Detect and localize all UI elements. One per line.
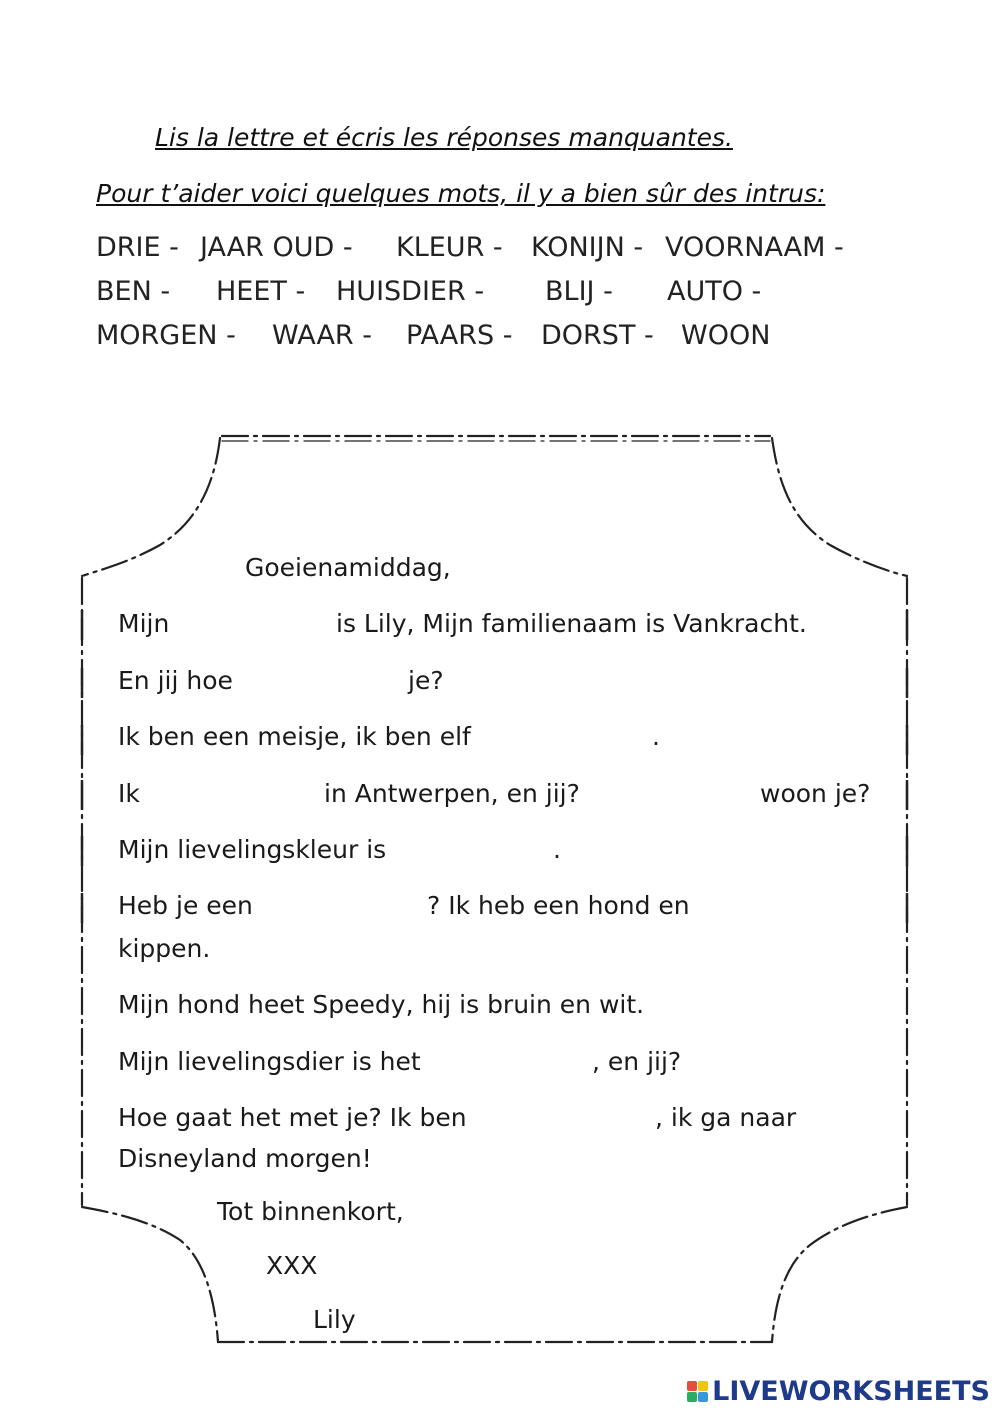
letter-line-4a: Ik <box>118 779 140 808</box>
frame-top-left-corner <box>82 438 220 576</box>
word-bank-item: BEN - <box>96 276 171 307</box>
frame-bottom-right-corner <box>772 1207 907 1342</box>
word-bank-item: WAAR - <box>272 320 372 351</box>
letter-line-3a: Ik ben een meisje, ik ben elf <box>118 722 471 751</box>
frame-top-right-corner <box>772 438 907 576</box>
letter-line-8a: Mijn lievelingsdier is het <box>118 1047 421 1076</box>
word-bank-item: JAAR OUD - <box>200 232 353 263</box>
word-bank-item: KLEUR - <box>396 232 503 263</box>
letter-line-3b: . <box>652 722 660 751</box>
letter-closing: Tot binnenkort, <box>217 1197 404 1226</box>
word-bank-item: AUTO - <box>667 276 762 307</box>
letter-line-4b: in Antwerpen, en jij? <box>324 779 580 808</box>
word-bank-item: KONIJN - <box>531 232 644 263</box>
letter-line-6c: kippen. <box>118 934 211 963</box>
letter-line-6b: ? Ik heb een hond en <box>427 891 690 920</box>
letter-line-5a: Mijn lievelingskleur is <box>118 835 387 864</box>
letter-line-9c: Disneyland morgen! <box>118 1144 372 1173</box>
letter-line-6a: Heb je een <box>118 891 253 920</box>
liveworksheets-logo <box>687 1376 990 1407</box>
letter-line-4c: woon je? <box>760 779 871 808</box>
letter-line-2a: En jij hoe <box>118 666 233 695</box>
word-bank-item: DRIE - <box>96 232 179 263</box>
letter-line-5b: . <box>553 835 561 864</box>
word-bank-item: WOON <box>681 320 771 351</box>
word-bank-item: BLIJ - <box>545 276 613 307</box>
word-bank-item: PAARS - <box>406 320 513 351</box>
word-bank-item: DORST - <box>541 320 654 351</box>
word-bank-item: HEET - <box>216 276 306 307</box>
letter-line-7: Mijn hond heet Speedy, hij is bruin en wit. <box>118 990 645 1019</box>
letter-line-2b: je? <box>408 666 444 695</box>
logo-text: LIVEWORKSHEETS <box>712 1376 990 1407</box>
letter-line-9a: Hoe gaat het met je? Ik ben <box>118 1103 467 1132</box>
word-bank-item: VOORNAAM - <box>665 232 844 263</box>
instruction-line-2: Pour t’aider voici quelques mots, il y a bien sûr des intrus: <box>96 179 826 208</box>
word-bank-item: MORGEN - <box>96 320 236 351</box>
letter-line-1b: is Lily, Mijn familienaam is Vankracht. <box>336 609 807 638</box>
letter-greeting: Goeienamiddag, <box>245 553 451 582</box>
letter-line-9b: , ik ga naar <box>655 1103 797 1132</box>
frame-bottom-left-corner <box>82 1207 218 1342</box>
letter-signature: Lily <box>313 1305 356 1334</box>
letter-line-1a: Mijn <box>118 609 170 638</box>
instruction-line-1: Lis la lettre et écris les réponses manquantes. <box>155 123 733 152</box>
letter-kisses: XXX <box>266 1251 318 1280</box>
letter-line-8b: , en jij? <box>592 1047 682 1076</box>
word-bank-item: HUISDIER - <box>336 276 485 307</box>
logo-mark-icon <box>687 1381 708 1402</box>
